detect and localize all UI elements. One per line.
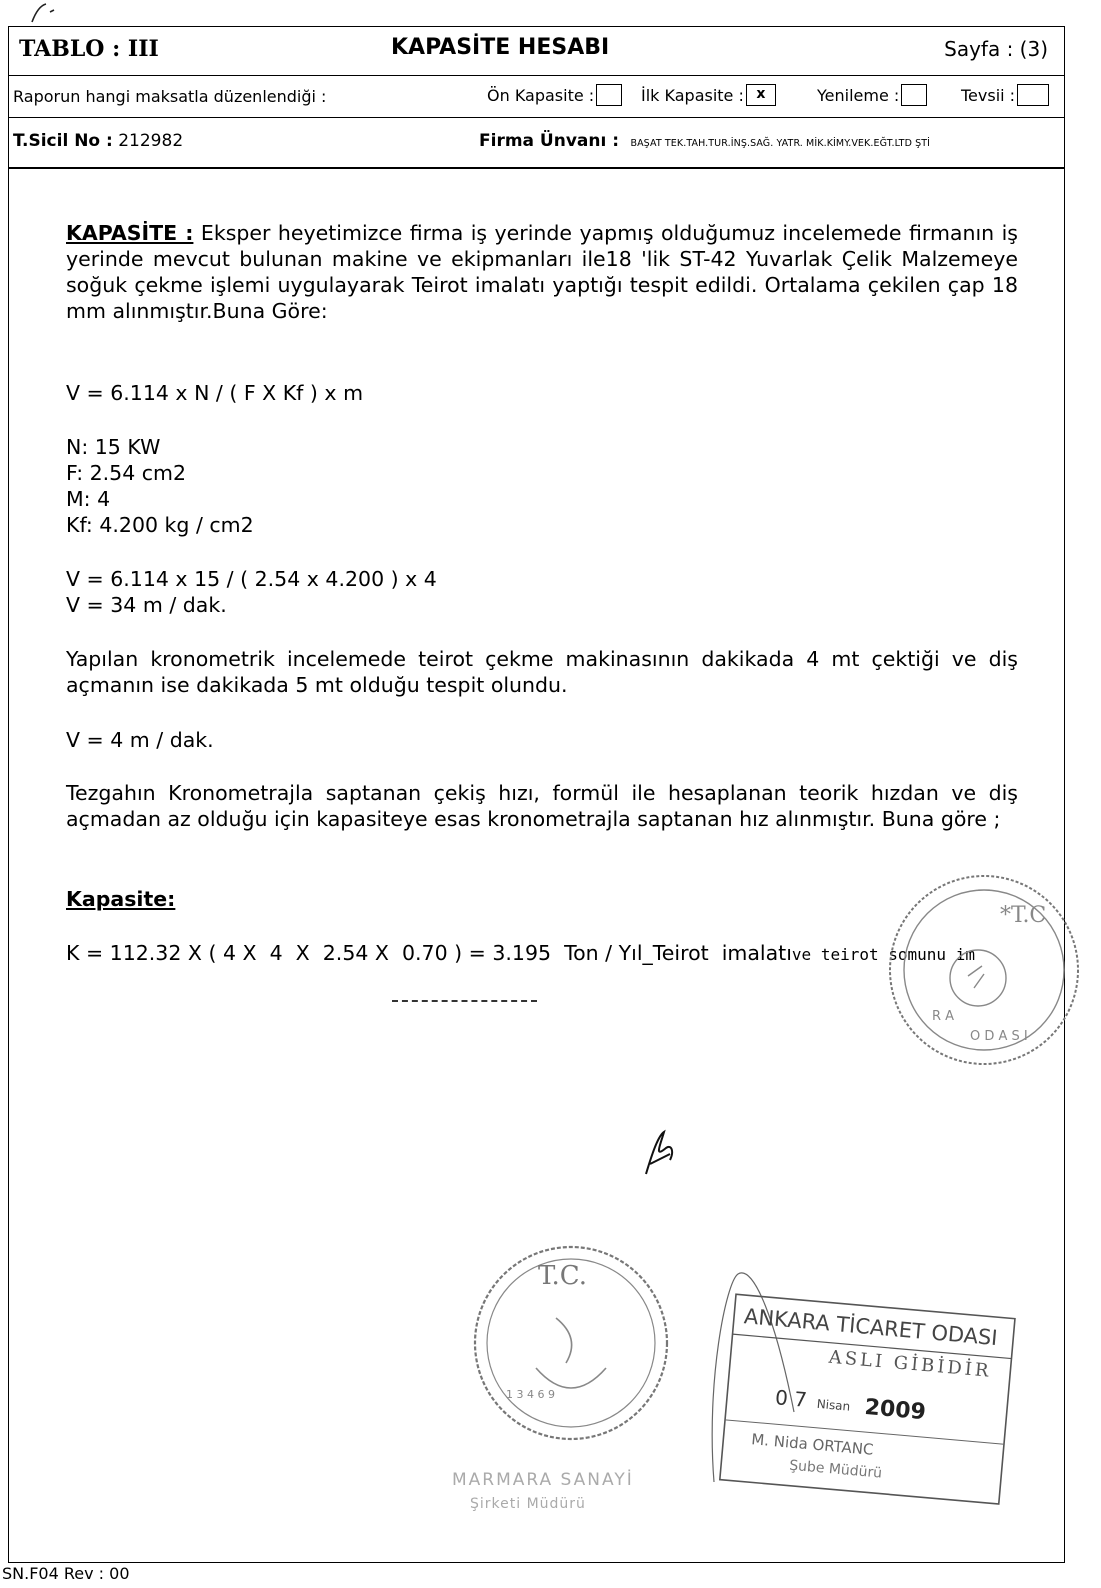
round-seal-chamber bbox=[874, 860, 1094, 1080]
svg-text:1 3 4 6 9: 1 3 4 6 9 bbox=[506, 1388, 555, 1401]
stamp-date-day: 0 7 bbox=[774, 1385, 808, 1412]
intro-heading: KAPASİTE : bbox=[66, 221, 194, 245]
option-label: İlk Kapasite : bbox=[641, 85, 744, 105]
option-label: Tevsii : bbox=[961, 85, 1016, 105]
round-seal-company bbox=[466, 1238, 676, 1448]
calc-line-2: V = 34 m / dak. bbox=[66, 593, 227, 617]
separator-dashes bbox=[392, 1000, 537, 1002]
param-f: F: 2.54 cm2 bbox=[66, 461, 187, 485]
checkbox[interactable] bbox=[596, 84, 622, 106]
checkbox[interactable]: x bbox=[746, 84, 776, 106]
option-label: Ön Kapasite : bbox=[487, 85, 595, 105]
purpose-row bbox=[9, 75, 1064, 118]
sicil-number bbox=[13, 131, 183, 151]
certified-copy-stamp bbox=[706, 1262, 1026, 1522]
stamp-name: M. Nida ORTANC bbox=[750, 1430, 875, 1459]
svg-text:R A: R A bbox=[932, 1009, 955, 1024]
option-tevsii[interactable] bbox=[961, 84, 1049, 106]
capacity-formula-text: K = 112.32 X ( 4 X 4 X 2.54 X 0.70 ) = 3.195 Ton / Yıl_Teirot imalatı bbox=[66, 941, 792, 965]
company-title bbox=[479, 131, 930, 151]
capacity-formula bbox=[66, 940, 975, 968]
formula: V = 6.114 x N / ( F X Kf ) x m bbox=[66, 381, 364, 405]
intro-text: Eksper heyetimizce firma iş yerinde yapmış olduğumuz incelemede firmanın iş yerinde mevcut bulunan makine ve ekipmanları ile18 'lik ST-42 Yuvarlak Çelik Malzemeye soğuk çekme işlemi uygulayarak Teirot imalatı yaptığı tespit edildi. Ortalama çekilen çap 18 mm alınmıştır.Buna Göre: bbox=[66, 221, 1018, 323]
measured-speed: V = 4 m / dak. bbox=[66, 728, 214, 752]
option-yenileme[interactable] bbox=[817, 84, 927, 106]
checkbox[interactable] bbox=[1017, 84, 1049, 106]
registry-row bbox=[9, 117, 1064, 169]
stamp-date-year: 2009 bbox=[863, 1394, 927, 1426]
chrono-paragraph: Yapılan kronometrik incelemede teirot çekme makinasının dakikada 4 mt çektiği ve diş açmanın ise dakikada 5 mt olduğu tespit olundu. bbox=[66, 647, 1018, 697]
param-kf: Kf: 4.200 kg / cm2 bbox=[66, 513, 254, 537]
header-row bbox=[9, 27, 1064, 76]
seal-top-letters: T.C. bbox=[538, 1261, 588, 1291]
svg-text:*T.C: *T.C bbox=[1000, 903, 1047, 928]
stamp-line-2: ASLI GİBİDİR bbox=[827, 1346, 993, 1382]
faint-stamp-text-1: MARMARA SANAYİ bbox=[452, 1470, 634, 1490]
sicil-value: 212982 bbox=[118, 131, 184, 151]
option-ilk-kapasite[interactable] bbox=[641, 84, 776, 106]
param-m: M: 4 bbox=[66, 487, 111, 511]
checkbox[interactable] bbox=[901, 84, 927, 106]
pen-mark bbox=[24, 0, 84, 24]
calc-line-1: V = 6.114 x 15 / ( 2.54 x 4.200 ) x 4 bbox=[66, 567, 437, 591]
capacity-heading: Kapasite: bbox=[66, 887, 176, 911]
purpose-label: Raporun hangi maksatla düzenlendiği : bbox=[13, 87, 327, 106]
sicil-label: T.Sicil No : bbox=[13, 131, 113, 151]
option-label: Yenileme : bbox=[817, 85, 900, 105]
option-on-kapasite[interactable] bbox=[487, 84, 622, 106]
intro-paragraph bbox=[66, 220, 1018, 324]
firma-value: BAŞAT TEK.TAH.TUR.İNŞ.SAĞ. YATR. MİK.KİMY.VEK.EĞT.LTD ŞTİ bbox=[630, 138, 931, 149]
form-code: SN.F04 Rev : 00 bbox=[2, 1564, 130, 1583]
param-n: N: 15 KW bbox=[66, 435, 161, 459]
conclusion-paragraph: Tezgahın Kronometrajla saptanan çekiş hızı, formül ile hesaplanan teorik hızdan ve diş açmadan az olduğu için kapasiteye esas kronometrajla saptanan hız alınmıştır. Buna göre ; bbox=[66, 781, 1018, 831]
svg-text:O D A S I: O D A S I bbox=[970, 1029, 1028, 1044]
stamp-line-1: ANKARA TİCARET ODASI bbox=[743, 1304, 999, 1351]
stamp-role: Şube Müdürü bbox=[788, 1457, 883, 1482]
firma-label: Firma Ünvanı : bbox=[479, 131, 620, 151]
page-number: Sayfa : (3) bbox=[944, 37, 1048, 61]
faint-stamp-text-2: Şirketi Müdürü bbox=[470, 1496, 586, 1512]
page-title: KAPASİTE HESABI bbox=[391, 35, 610, 60]
capacity-typed-text: ve teirot somunu im bbox=[791, 945, 975, 964]
signature bbox=[636, 1124, 686, 1184]
table-label: TABLO : III bbox=[19, 36, 159, 62]
stamp-date-month: Nisan bbox=[816, 1396, 851, 1414]
